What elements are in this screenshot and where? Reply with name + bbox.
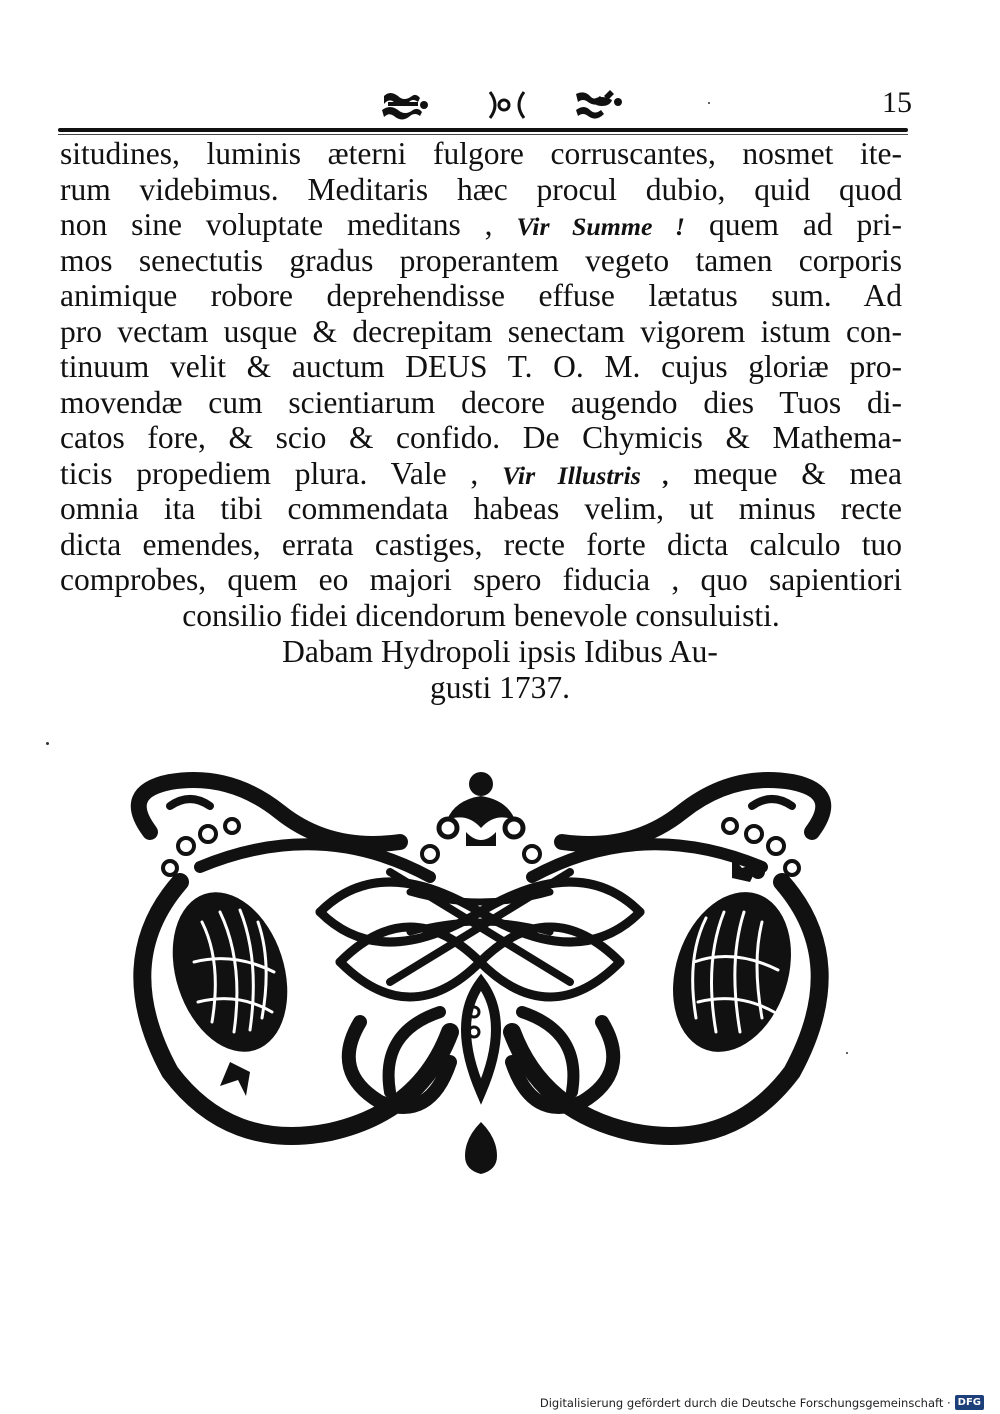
text-line: comprobes, quem eo majori spero fiducia , quo sapientiori	[60, 562, 902, 597]
text-line: situdines, luminis æterni fulgore corruscantes, nosmet ite-	[60, 136, 902, 171]
text-line: rum videbimus. Meditaris hæc procul dubio, quid quod	[60, 171, 902, 207]
digitization-credit	[540, 1395, 984, 1410]
dfg-logo-icon: DFG	[955, 1395, 984, 1410]
text-line: catos fore, & scio & confido. De Chymicis & Mathema-	[60, 420, 902, 455]
ink-speck	[846, 1052, 848, 1054]
header-rule	[58, 128, 908, 132]
text-line: movendæ cum scientiarum decore augendo dies Tuos di-	[60, 384, 902, 420]
text-segment: ticis propediem plura. Vale ,	[60, 455, 479, 491]
text-segment: quem ad pri-	[708, 207, 903, 242]
dateline-line-1: Dabam Hydropoli ipsis Idibus Au-	[282, 634, 718, 669]
header-rule-thin	[58, 134, 908, 135]
ink-speck	[708, 102, 710, 104]
running-header	[60, 86, 912, 126]
text-line: consilio fidei dicendorum benevole consuluisti.	[182, 597, 780, 633]
dateline-line-2: gusti 1737.	[429, 670, 570, 705]
letter-body	[60, 136, 902, 633]
text-line: animique robore deprehendisse effuse lætatus sum. Ad	[60, 278, 902, 313]
text-line: pro vectam usque & decrepitam senectam vigorem istum con-	[60, 313, 902, 349]
text-line	[60, 456, 902, 492]
text-line: omnia ita tibi commendata habeas velim, ut minus recte	[60, 491, 902, 526]
ink-speck	[46, 742, 49, 745]
text-line: dicta emendes, errata castiges, recte forte dicta calculo tuo	[60, 526, 902, 562]
text-segment: non sine voluptate meditans ,	[60, 207, 493, 242]
tailpiece-ornament-icon	[110, 762, 852, 1190]
text-segment: meque & mea	[693, 455, 903, 491]
credit-text: Digitalisierung gefördert durch die Deutsche Forschungsgemeinschaft ·	[539, 1395, 951, 1410]
italic-address: Vir Illustris ,	[502, 460, 670, 490]
text-line	[60, 207, 902, 243]
page-number: 15	[882, 86, 912, 119]
header-ornament-icon	[378, 88, 648, 122]
italic-address: Vir Summe !	[516, 212, 685, 241]
text-line: mos senectutis gradus properantem vegeto tamen corporis	[60, 242, 902, 278]
text-line: tinuum velit & auctum DEUS T. O. M. cujus gloriæ pro-	[60, 349, 902, 384]
